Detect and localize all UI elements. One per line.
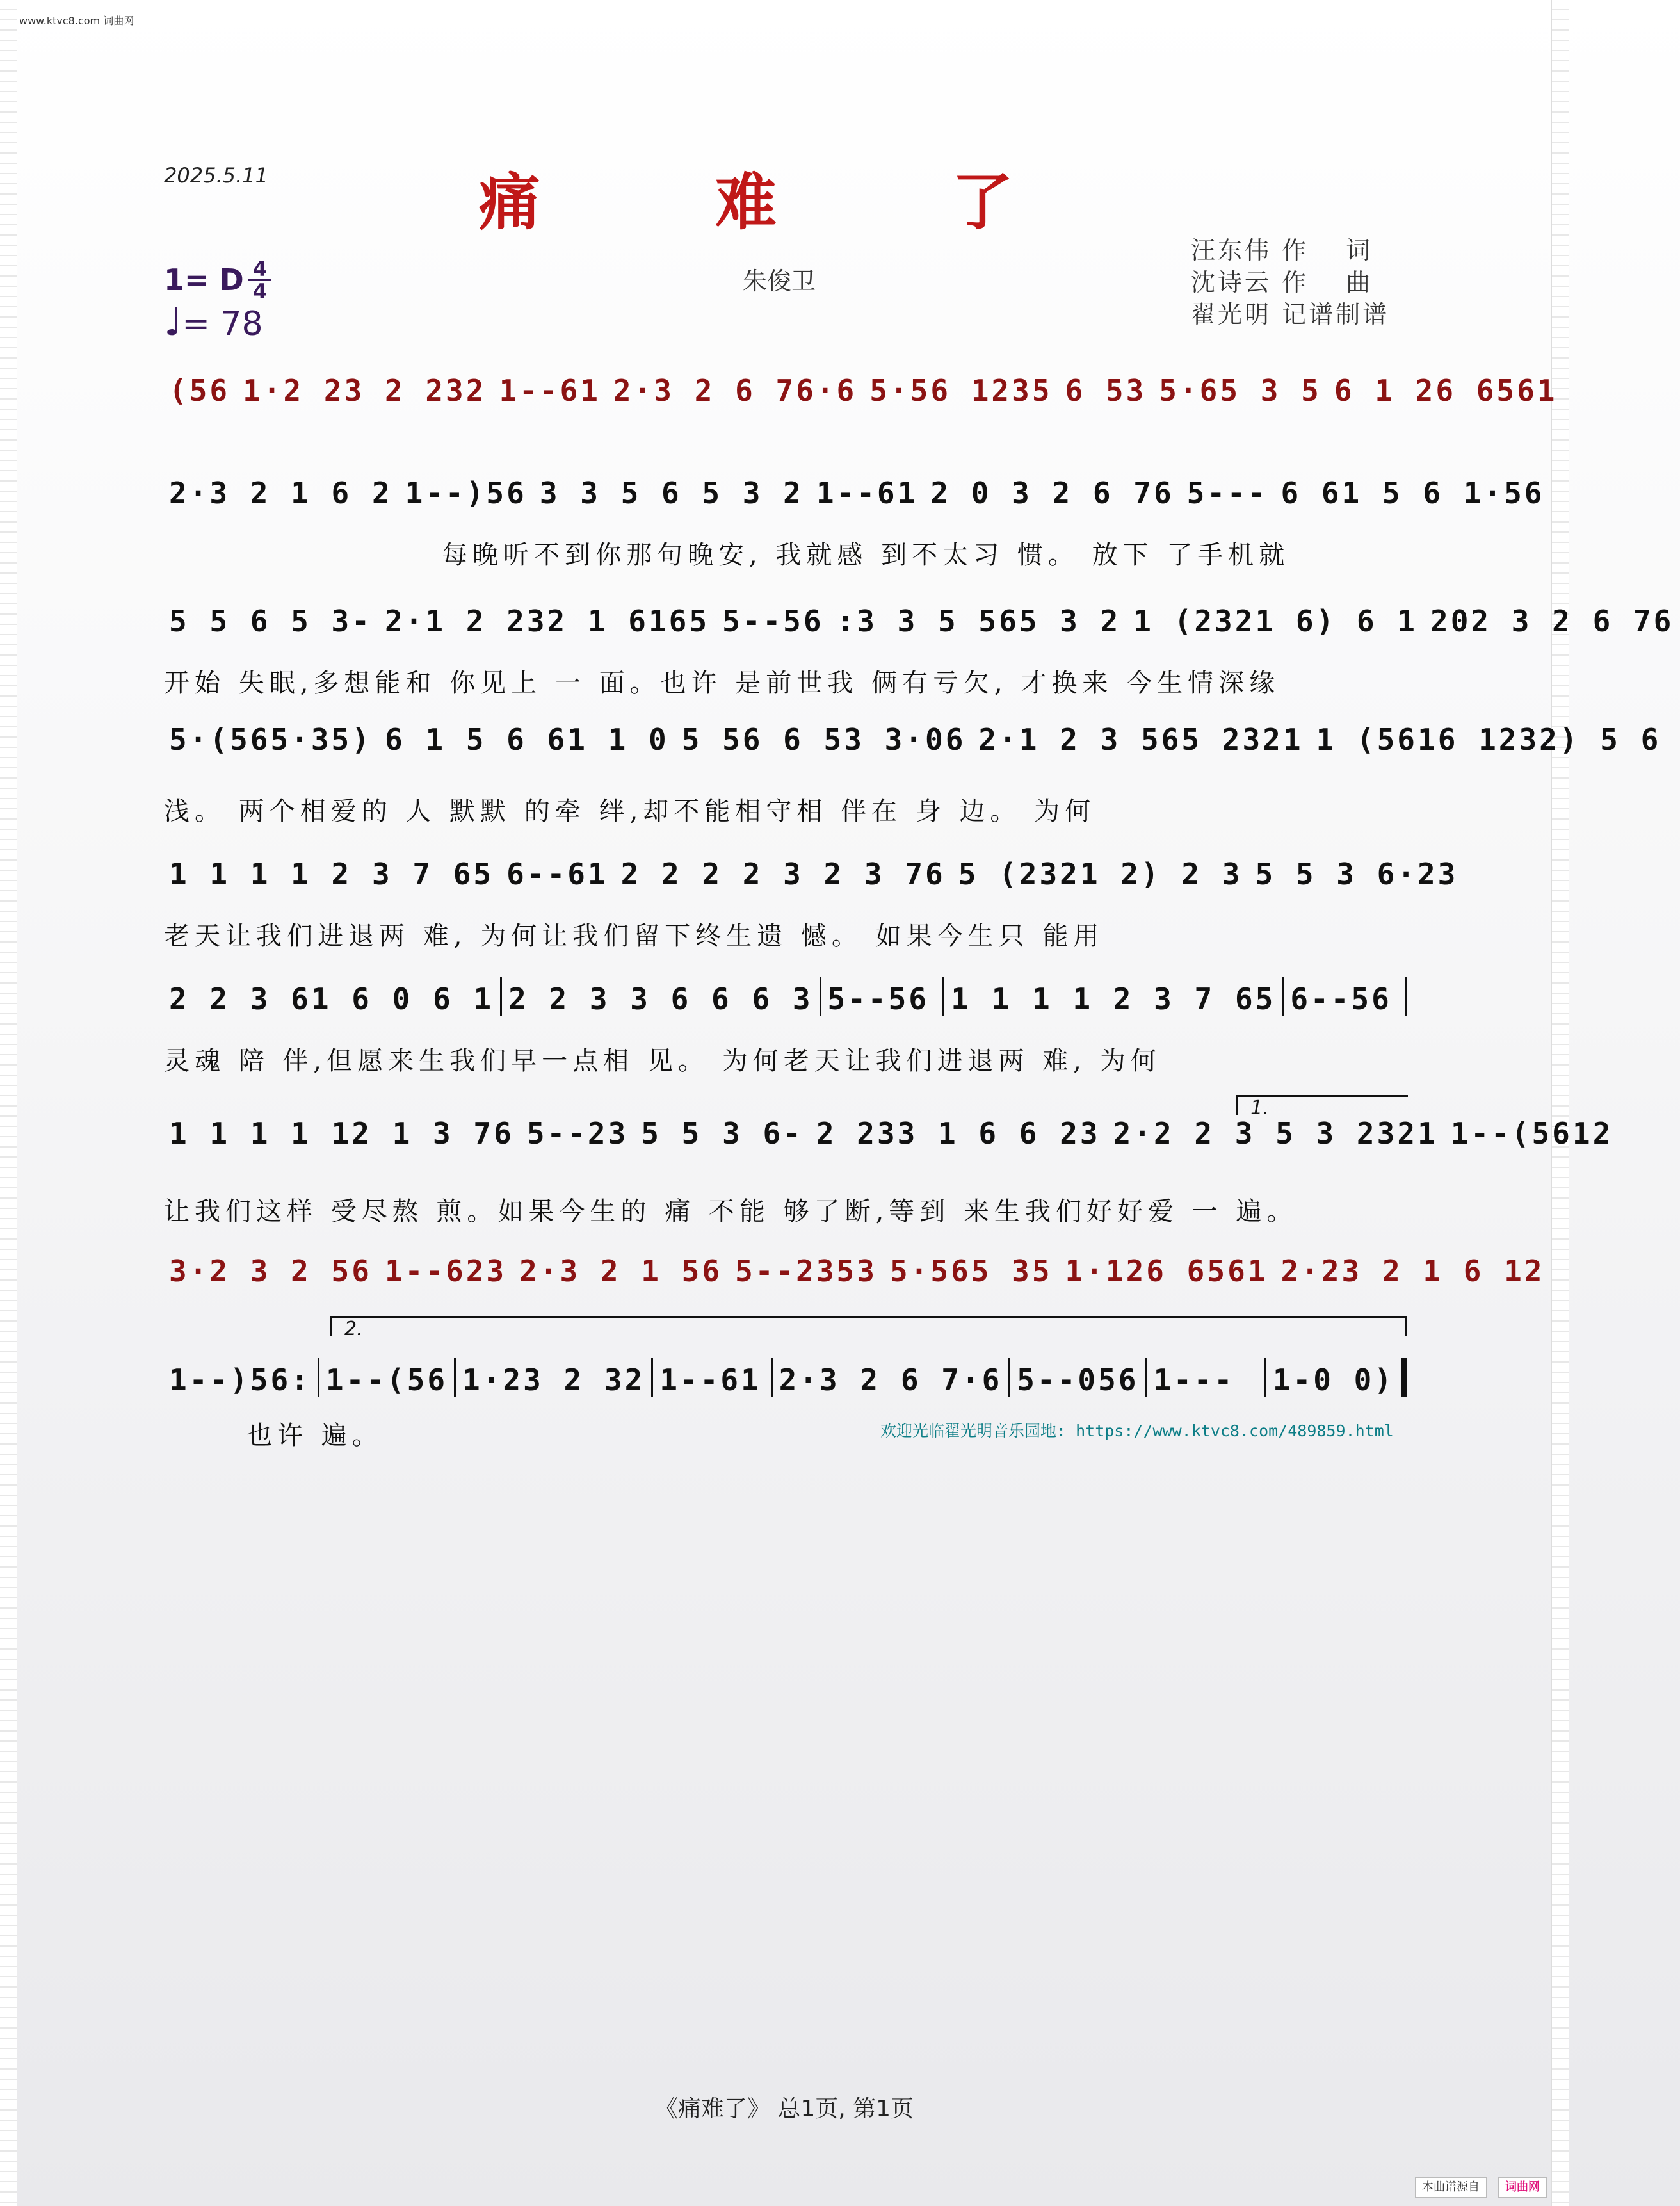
barline	[1405, 977, 1407, 1016]
time-sig-bottom: 4	[248, 279, 271, 302]
measure: 1 (5616 1232) 5 6	[1316, 722, 1661, 757]
quarter-note-icon: ♩	[164, 300, 182, 345]
measure: 2·3 2 1 6 2	[169, 476, 392, 510]
measure: 1--61	[659, 1363, 761, 1397]
song-title: 痛 难 了	[478, 166, 1090, 238]
lyric-line: 让我们这样 受尽熬 煎。如果今生的 痛 不能 够了断,等到 来生我们好好爱 一 遍。	[164, 1197, 1298, 1226]
measure: :3 3 5 565 3 2	[836, 604, 1121, 638]
measure: 1--61	[816, 476, 918, 510]
second-ending-bracket	[330, 1316, 1407, 1340]
measure: 2 2 2 2 3 2 3 76	[620, 857, 946, 891]
measure: 1 1 1 1 2 3 7 65	[169, 857, 494, 891]
measure: 6 61 5 6 1·56	[1280, 476, 1545, 510]
right-page-edge	[1551, 0, 1569, 2206]
composer-credit: 沈诗云 作 曲	[1191, 268, 1373, 296]
measure: 5--56	[722, 604, 824, 638]
measure: 5 5 3 6-	[641, 1116, 804, 1151]
measure: 3·2 3 2 56	[169, 1254, 372, 1288]
measure: 1·23 2 32	[462, 1363, 645, 1397]
lyricist-credit: 汪东伟 作 词	[1191, 236, 1373, 264]
measure: 1--623	[384, 1254, 507, 1288]
score-row	[163, 852, 1458, 891]
first-ending-bracket	[1236, 1095, 1408, 1119]
measure: 1 (2321 6) 6 1	[1133, 604, 1418, 638]
lyric-line: 老天让我们进退两 难, 为何让我们留下终生遗 憾。 如果今生只 能用	[164, 921, 1104, 951]
tempo-mark	[164, 300, 263, 345]
measure: 2 233 1 6 6 23	[816, 1116, 1101, 1151]
tempo-value: = 78	[182, 305, 263, 343]
measure: 2·2 2 3 5 3 2321	[1113, 1116, 1438, 1151]
measure: 6 1 26 6561	[1334, 373, 1558, 408]
time-sig-top: 4	[252, 257, 268, 281]
measure: 2 2 3 61 6 0 6 1	[169, 982, 494, 1016]
measure: 1-0 0)	[1272, 1363, 1394, 1397]
measure: 2·3 2 6 76·6	[613, 373, 857, 408]
score-row	[163, 1358, 1407, 1397]
measure: 2·1 2 3 565 2321	[978, 722, 1304, 757]
measure: 5--23	[526, 1116, 629, 1151]
measure: 5 5 6 5 3-	[169, 604, 372, 638]
lyric-line: 灵魂 陪 伴,但愿来生我们早一点相 见。 为何老天让我们进退两 难, 为何	[164, 1046, 1161, 1076]
measure: 1--(56	[325, 1363, 448, 1397]
measure: (56	[169, 373, 230, 408]
measure: 2·3 2 6 7·6	[779, 1363, 1003, 1397]
measure: 5·565 35	[889, 1254, 1053, 1288]
score-row	[163, 1111, 1613, 1151]
site-badge[interactable]: 词曲网	[1498, 2177, 1547, 2198]
measure: 5 56 6 53 3·06	[681, 722, 966, 757]
measure: 5---	[1186, 476, 1268, 510]
source-badge: 本曲谱源自	[1415, 2177, 1487, 2198]
measure: 3 3 5 6 5 3 2	[539, 476, 804, 510]
measure: 6--56	[1290, 982, 1392, 1016]
measure: 202 3 2 6 76	[1430, 604, 1674, 638]
measure: 2·1 2 232 1 6165	[384, 604, 710, 638]
measure: 5·(565·35)	[169, 722, 372, 757]
measure: 2 2 3 3 6 6 6 3	[508, 982, 813, 1016]
measure: 5 (2321 2) 2 3	[958, 857, 1243, 891]
lyric-line: 开始 失眠,多想能和 你见上 一 面。也许 是前世我 俩有亏欠, 才换来 今生情深缘	[164, 669, 1280, 698]
measure: 1--61	[499, 373, 601, 408]
measure: 5·65 3 5	[1159, 373, 1321, 408]
date: 2025.5.11	[164, 163, 268, 188]
second-ending-label: 2.	[344, 1318, 363, 1340]
lyric-line: 每晚听不到你那句晚安, 我就感 到不太习 惯。 放下 了手机就	[442, 540, 1290, 570]
score-row	[163, 977, 1407, 1016]
welcome-link[interactable]: 欢迎光临翟光明音乐园地: https://www.ktvc8.com/489859.html	[880, 1422, 1394, 1440]
measure: 5 5 3 6·23	[1255, 857, 1458, 891]
left-page-edge	[0, 0, 17, 2206]
measure: 1 1 1 1 2 3 7 65	[951, 982, 1276, 1016]
measure: 5--056	[1017, 1363, 1139, 1397]
measure: 5·56 1235	[869, 373, 1053, 408]
measure: 1---	[1153, 1363, 1235, 1397]
measure: 5--56	[827, 982, 930, 1016]
score-row	[163, 471, 1545, 510]
key-signature: 1= D	[164, 263, 244, 297]
measure: 6 53	[1065, 373, 1147, 408]
measure: 5--2353	[735, 1254, 877, 1288]
site-label: www.ktvc8.com 词曲网	[19, 15, 134, 27]
singer: 朱俊卫	[743, 267, 816, 295]
measure: 1 1 1 1 12 1 3 76	[169, 1116, 514, 1151]
page-footer: 《痛难了》 总1页, 第1页	[654, 2096, 914, 2122]
measure: 2 0 3 2 6 76	[930, 476, 1174, 510]
score-row	[163, 368, 1558, 408]
transcriber-credit: 翟光明 记谱制谱	[1191, 300, 1390, 328]
time-signature	[248, 259, 271, 302]
measure: 1--)56:	[169, 1363, 311, 1397]
measure: 6--61	[506, 857, 608, 891]
measure: 1·2 23 2 232	[243, 373, 487, 408]
measure: 2·3 2 1 56	[519, 1254, 723, 1288]
final-barline	[1401, 1358, 1407, 1397]
lyric-line: 也许 遍。	[246, 1421, 383, 1450]
measure: 1--(5612	[1450, 1116, 1613, 1151]
measure: 2·23 2 1 6 12	[1280, 1254, 1545, 1288]
score-row	[163, 1249, 1545, 1288]
measure: 6 1 5 6 61 1 0	[384, 722, 669, 757]
measure: 1--)56	[405, 476, 527, 510]
measure: 1·126 6561	[1065, 1254, 1268, 1288]
lyric-line: 浅。 两个相爱的 人 默默 的牵 绊,却不能相守相 伴在 身 边。 为何	[164, 797, 1096, 826]
first-ending-label: 1.	[1250, 1097, 1269, 1119]
score-row	[163, 599, 1674, 638]
score-row	[163, 717, 1661, 757]
